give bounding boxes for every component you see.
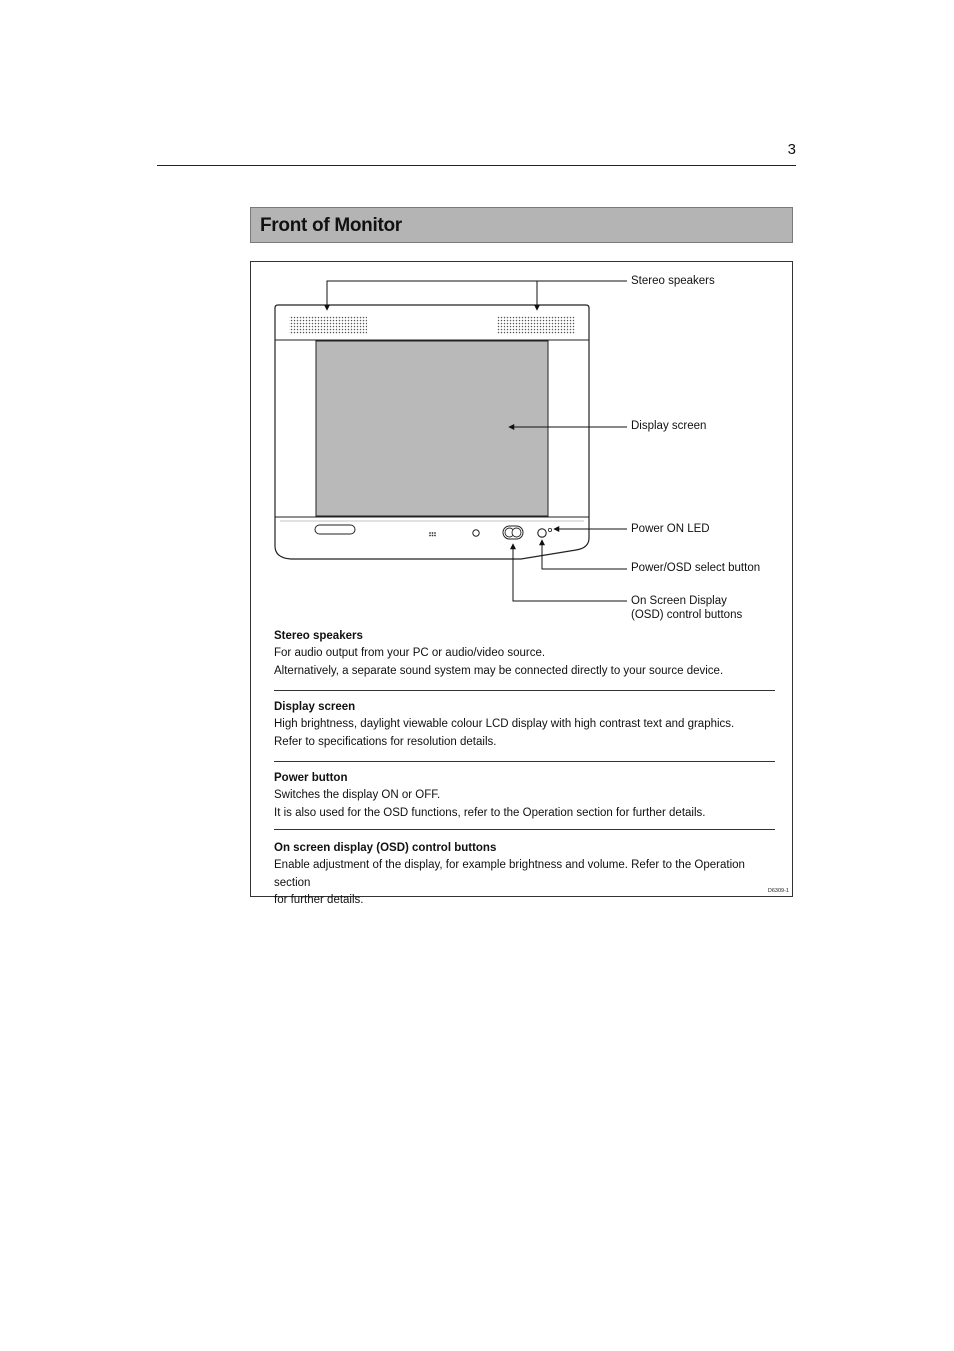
callout-power-led: Power ON LED bbox=[631, 523, 710, 535]
desc-line: Alternatively, a separate sound system may be connected directly to your source device. bbox=[274, 664, 724, 677]
desc-display-screen bbox=[274, 698, 776, 751]
desc-heading: Stereo speakers bbox=[274, 630, 363, 642]
callout-osd-buttons-line2: (OSD) control buttons bbox=[631, 609, 743, 621]
power-led bbox=[548, 528, 551, 531]
osd-control-buttons[interactable] bbox=[503, 526, 523, 539]
page-number: 3 bbox=[787, 141, 796, 158]
desc-power-button bbox=[274, 769, 776, 822]
callout-power-osd-button: Power/OSD select button bbox=[631, 562, 761, 574]
ir-receiver bbox=[473, 530, 479, 536]
desc-line: It is also used for the OSD functions, refer to the Operation section for further details. bbox=[274, 806, 706, 819]
desc-line: For audio output from your PC or audio/video source. bbox=[274, 647, 546, 659]
desc-line: Enable adjustment of the display, for example brightness and volume. Refer to the Operation section bbox=[274, 859, 745, 889]
desc-heading: Power button bbox=[274, 772, 348, 784]
desc-line: High brightness, daylight viewable colour LCD display with high contrast text and graphics. bbox=[274, 718, 735, 730]
desc-divider bbox=[274, 761, 775, 762]
desc-osd-buttons bbox=[274, 839, 776, 910]
header-rule bbox=[157, 165, 796, 166]
desc-line: Refer to specifications for resolution details. bbox=[274, 735, 497, 748]
section-title-bar bbox=[250, 207, 793, 243]
right-speaker-grill bbox=[497, 316, 575, 334]
figure-reference: D6309-1 bbox=[767, 888, 789, 894]
display-screen bbox=[316, 341, 548, 516]
callout-stereo-speakers: Stereo speakers bbox=[631, 275, 715, 287]
figure-box bbox=[250, 261, 793, 906]
desc-line: Switches the display ON or OFF. bbox=[274, 789, 441, 801]
desc-line: for further details. bbox=[274, 894, 364, 906]
monitor-diagram bbox=[251, 262, 792, 632]
power-osd-select-button[interactable] bbox=[538, 529, 546, 537]
desc-heading: On screen display (OSD) control buttons bbox=[274, 842, 497, 854]
section-title: Front of Monitor bbox=[260, 215, 402, 236]
logo-slot bbox=[315, 525, 355, 534]
callout-osd-buttons-line1: On Screen Display bbox=[631, 595, 727, 607]
desc-heading: Display screen bbox=[274, 701, 356, 713]
left-speaker-grill bbox=[289, 316, 367, 334]
desc-divider bbox=[274, 690, 775, 691]
desc-stereo-speakers bbox=[274, 627, 776, 680]
callout-display-screen: Display screen bbox=[631, 420, 707, 432]
desc-divider bbox=[274, 829, 775, 830]
